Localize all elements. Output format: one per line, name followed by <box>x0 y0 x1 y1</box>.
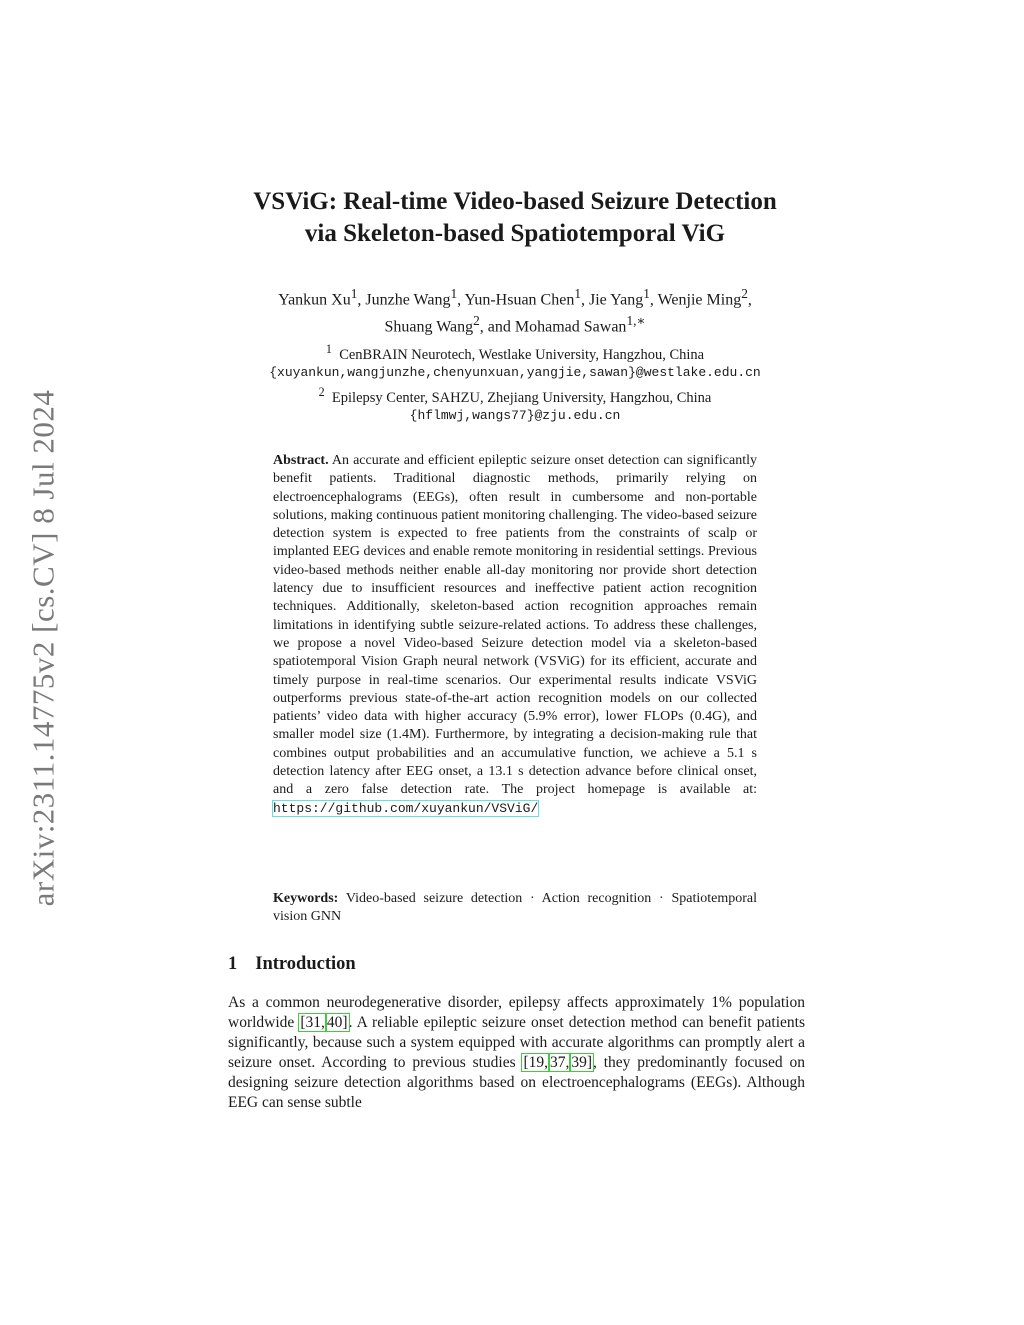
author-name: , Jie Yang <box>580 291 644 309</box>
intro-text: . A reliable epileptic seizure onset detection method can benefit patients significantly, because such a system equipped with accurate algorithms can promptly alert a seizure onset. According to previous studies <box>228 1014 805 1072</box>
section-heading-introduction <box>228 954 356 975</box>
author-separator: , <box>747 291 752 309</box>
author-line-2 <box>160 310 870 337</box>
citation-link[interactable]: [19, <box>523 1054 548 1072</box>
author-affiliation-mark: 1 <box>450 286 458 301</box>
citation-link[interactable]: 39] <box>571 1054 593 1072</box>
author-affiliation-mark: 2 <box>473 313 480 329</box>
abstract-body: An accurate and efficient epileptic seizure onset detection can significantly benefit patients. Traditional diagnostic methods, primarily relying on electroencephalograms (EEGs), often result in cumbersome and non-portable solutions, making continuous patient monitoring challenging. The video-based seizure detection system is expected to free patients from the constraints of scalp or implanted EEG devices and enable remote monitoring in residential settings. Previous video-based methods neither enable all-day monitoring nor provide short detection latency due to insufficient resources and ineffective patient action recognition techniques. Additionally, skeleton-based action recognition approaches remain limitations in identifying subtle seizure-related actions. To address these challenges, we propose a novel Video-based Seizure detection model via a skeleton-based spatiotemporal Vision Graph neural network (VSViG) for its efficient, accurate and timely purpose in real-time scenarios. Our experimental results indicate VSViG outperforms previous state-of-the-art action recognition models on our collected patients’ video data with higher accuracy (5.9% error), lower FLOPs (0.4G), and smaller model size (1.4M). Furthermore, by integrating a decision-making rule that combines output probabilities and an accumulative function, we achieve a 5.1 s detection latency after EEG onset, a 13.1 s detection advance before clinical onset, and a zero false detection rate. The project homepage is available at: <box>273 453 757 798</box>
author-affiliation-mark: 1 <box>350 286 358 301</box>
project-homepage-link[interactable]: https://github.com/xuyankun/VSViG/ <box>273 800 539 816</box>
author-name: , Junzhe Wang <box>357 291 451 309</box>
introduction-paragraph <box>228 993 805 1114</box>
affiliation-1-email: {xuyankun,wangjunzhe,chenyunxuan,yangjie,sawan}@westlake.edu.cn <box>269 365 761 381</box>
abstract-label: Abstract. <box>273 453 329 468</box>
author-affiliation-mark: 1,∗ <box>626 313 646 329</box>
affiliation-number: 2 <box>318 384 325 399</box>
paper-title-line-2: via Skeleton-based Spatiotemporal ViG <box>304 220 726 247</box>
affiliation-text: Epilepsy Center, SAHZU, Zhejiang University, Hangzhou, China <box>331 389 712 406</box>
author-name: , Wenjie Ming <box>649 291 742 309</box>
arxiv-identifier-sidebar <box>14 360 72 935</box>
citation-link[interactable]: 37, <box>550 1054 570 1072</box>
section-title: Introduction <box>255 954 356 974</box>
intro-text: As a common neurodegenerative disorder, epilepsy affects approximately 1% population worldwide <box>228 994 805 1032</box>
author-name: Yankun Xu <box>278 291 351 309</box>
author-name: Shuang Wang <box>384 318 474 336</box>
affiliation-1 <box>160 340 870 364</box>
affiliation-2 <box>160 383 870 407</box>
keywords <box>273 890 757 927</box>
author-name: , Yun-Hsuan Chen <box>457 291 575 309</box>
paper-title-line-1: VSViG: Real-time Video-based Seizure Detection <box>253 188 777 215</box>
affiliation-text: CenBRAIN Neurotech, Westlake University, Hangzhou, China <box>339 346 705 363</box>
author-line-1 <box>160 283 870 310</box>
author-name: , and Mohamad Sawan <box>479 318 627 336</box>
arxiv-identifier-text: arXiv:2311.14775v2 [cs.CV] 8 Jul 2024 <box>25 389 61 906</box>
author-affiliation-mark: 2 <box>741 286 748 301</box>
intro-text: , they predominantly focused on designing seizure detection algorithms based on electroencephalograms (EEGs). Although EEG can sense subtle <box>228 1054 805 1112</box>
citation-link[interactable]: 40] <box>326 1014 348 1032</box>
affiliation-2-email: {hflmwj,wangs77}@zju.edu.cn <box>409 408 621 424</box>
author-affiliation-mark: 1 <box>574 286 581 301</box>
affiliation-list <box>160 340 870 426</box>
keywords-label: Keywords: <box>273 891 339 906</box>
abstract <box>273 452 757 818</box>
author-affiliation-mark: 1 <box>643 286 650 301</box>
section-number: 1 <box>228 954 238 974</box>
citation-link[interactable]: [31, <box>300 1014 325 1032</box>
affiliation-number: 1 <box>325 342 332 356</box>
author-list <box>160 283 870 338</box>
keywords-text: Video-based seizure detection · Action recognition · Spatiotemporal vision GNN <box>273 891 757 925</box>
paper-title <box>160 186 870 250</box>
